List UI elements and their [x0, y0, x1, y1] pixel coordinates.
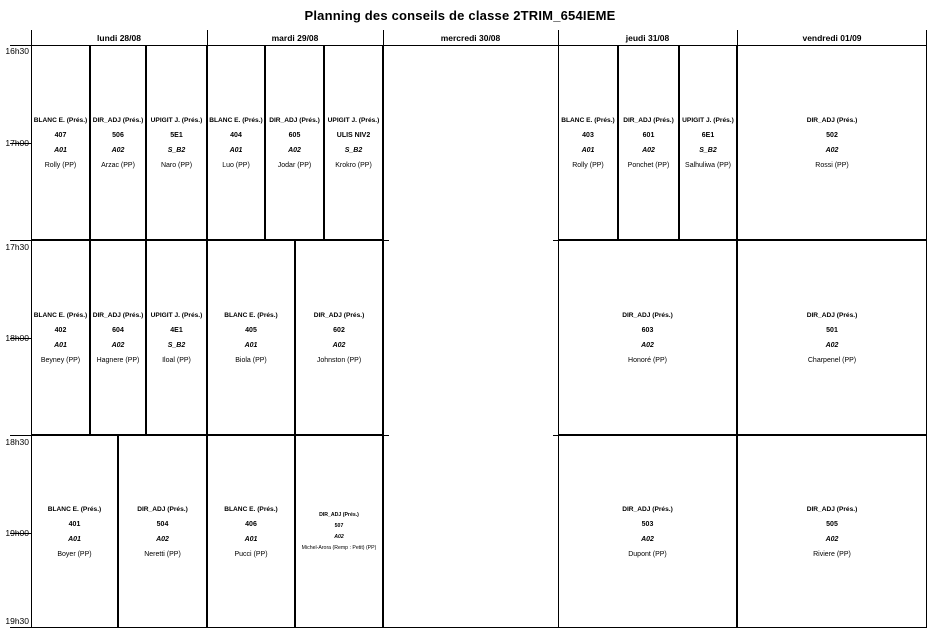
event-teacher: DIR_ADJ (Prés.): [92, 311, 144, 319]
event-room: A02: [825, 341, 839, 349]
event-group: 402: [54, 326, 67, 334]
time-tick: [10, 435, 31, 436]
event-teacher: DIR_ADJ (Prés.): [806, 311, 858, 319]
event-cell[interactable]: [90, 45, 146, 240]
event-pp: Rolly (PP): [44, 161, 77, 169]
event-room: S_B2: [699, 146, 717, 154]
event-room: A02: [642, 146, 655, 154]
event-room: A02: [288, 146, 301, 154]
event-room: A01: [229, 146, 243, 154]
event-group: 405: [245, 326, 257, 334]
event-cell[interactable]: [618, 45, 679, 240]
event-group: 605: [288, 131, 301, 139]
mercredi-empty-column: [383, 45, 559, 628]
event-group: 403: [582, 131, 594, 139]
event-teacher: UPIGIT J. (Prés.): [150, 311, 203, 319]
event-teacher: UPIGIT J. (Prés.): [150, 116, 203, 124]
event-cell[interactable]: [679, 45, 737, 240]
event-pp: Johnston (PP): [316, 356, 362, 364]
day-header-lundi: lundi 28/08: [97, 33, 141, 43]
event-cell[interactable]: [558, 435, 737, 628]
event-group: 407: [54, 131, 67, 139]
event-teacher: DIR_ADJ (Prés.): [92, 116, 144, 124]
event-pp: Krokro (PP): [335, 161, 372, 169]
event-group: 501: [826, 326, 838, 334]
event-room: A02: [111, 341, 125, 349]
event-pp: Honoré (PP): [628, 356, 667, 364]
event-cell[interactable]: [31, 45, 90, 240]
event-group: 502: [826, 131, 838, 139]
event-room: S_B2: [167, 341, 186, 349]
event-pp: Arzac (PP): [101, 161, 135, 169]
event-room: A02: [334, 533, 344, 540]
time-label: 16h30: [5, 46, 29, 56]
event-room: A02: [332, 341, 346, 349]
event-cell[interactable]: [737, 240, 927, 435]
event-pp: Salhuliwa (PP): [685, 161, 731, 169]
event-group: 506: [112, 131, 124, 139]
event-pp: Riviere (PP): [813, 550, 851, 558]
event-cell[interactable]: [265, 45, 324, 240]
event-room: A02: [641, 341, 654, 349]
event-pp: Naro (PP): [160, 161, 193, 169]
event-teacher: DIR_ADJ (Prés.): [622, 311, 673, 319]
event-group: 5E1: [170, 131, 183, 139]
event-room: A02: [641, 535, 654, 543]
event-room: A02: [825, 535, 839, 543]
event-cell[interactable]: [324, 45, 383, 240]
event-cell[interactable]: [558, 240, 737, 435]
event-cell[interactable]: [31, 240, 90, 435]
event-room: S_B2: [167, 146, 186, 154]
event-teacher: DIR_ADJ (Prés.): [313, 311, 365, 319]
event-pp: Hagnere (PP): [96, 356, 140, 364]
time-label: 18h00: [5, 333, 29, 343]
time-label: 18h30: [5, 437, 29, 447]
event-pp: Boyer (PP): [57, 550, 92, 558]
day-header-mardi: mardi 29/08: [271, 33, 319, 43]
event-cell[interactable]: [146, 45, 207, 240]
event-teacher: BLANC E. (Prés.): [33, 116, 88, 124]
event-pp: Jodar (PP): [277, 161, 312, 169]
event-group: 504: [156, 520, 169, 528]
event-room: A01: [244, 341, 258, 349]
event-teacher: DIR_ADJ (Prés.): [623, 116, 674, 124]
event-cell[interactable]: [295, 240, 383, 435]
event-teacher: DIR_ADJ (Prés.): [137, 505, 188, 513]
day-header-mercredi: mercredi 30/08: [440, 33, 501, 43]
event-group: 601: [642, 131, 655, 139]
event-group: 503: [641, 520, 654, 528]
event-cell[interactable]: [207, 435, 295, 628]
event-room: A01: [244, 535, 258, 543]
time-label: 19h00: [5, 528, 29, 538]
event-cell[interactable]: [118, 435, 207, 628]
event-pp: Dupont (PP): [628, 550, 667, 558]
event-teacher: DIR_ADJ (Prés.): [269, 116, 320, 124]
event-group: 406: [245, 520, 257, 528]
event-cell[interactable]: [207, 45, 265, 240]
event-group: 604: [112, 326, 124, 334]
event-room: A01: [54, 341, 67, 349]
event-group: 4E1: [170, 326, 183, 334]
event-teacher: DIR_ADJ (Prés.): [622, 505, 673, 513]
event-cell[interactable]: [295, 435, 383, 628]
event-room: S_B2: [344, 146, 363, 154]
event-room: A02: [111, 146, 125, 154]
event-pp: Michel-Arora (Remp : Petit) (PP): [301, 544, 377, 551]
event-teacher: BLANC E. (Prés.): [561, 116, 615, 124]
gridline-stub: [384, 435, 389, 436]
event-teacher: UPIGIT J. (Prés.): [327, 116, 380, 124]
event-teacher: DIR_ADJ (Prés.): [319, 511, 359, 518]
event-cell[interactable]: [31, 435, 118, 628]
event-pp: Beyney (PP): [40, 356, 81, 364]
event-cell[interactable]: [90, 240, 146, 435]
time-label: 19h30: [5, 616, 29, 626]
event-room: A01: [581, 146, 595, 154]
time-label: 17h30: [5, 242, 29, 252]
event-room: A01: [54, 146, 67, 154]
event-group: ULIS NIV2: [336, 131, 371, 139]
event-group: 401: [68, 520, 81, 528]
event-group: 603: [641, 326, 654, 334]
event-cell[interactable]: [207, 240, 295, 435]
event-pp: Ponchet (PP): [627, 161, 670, 169]
event-cell[interactable]: [737, 435, 927, 628]
event-pp: Luo (PP): [222, 161, 250, 169]
event-pp: Biola (PP): [235, 356, 267, 364]
event-room: A02: [156, 535, 169, 543]
event-pp: Iloal (PP): [162, 356, 191, 364]
event-pp: Charpenel (PP): [807, 356, 857, 364]
event-teacher: DIR_ADJ (Prés.): [806, 505, 858, 513]
event-group: 505: [826, 520, 838, 528]
event-teacher: BLANC E. (Prés.): [224, 311, 278, 319]
page-title: Planning des conseils de classe 2TRIM_654IEME: [304, 8, 616, 23]
day-header-vendredi: vendredi 01/09: [802, 33, 862, 43]
event-cell[interactable]: [737, 45, 927, 240]
event-teacher: DIR_ADJ (Prés.): [806, 116, 858, 124]
event-cell[interactable]: [146, 240, 207, 435]
event-cell[interactable]: [558, 45, 618, 240]
event-teacher: BLANC E. (Prés.): [47, 505, 102, 513]
event-group: 6E1: [701, 131, 715, 139]
event-teacher: BLANC E. (Prés.): [224, 505, 278, 513]
time-tick: [10, 240, 31, 241]
event-pp: Neretti (PP): [144, 550, 181, 558]
day-header-jeudi: jeudi 31/08: [625, 33, 670, 43]
event-group: 404: [230, 131, 242, 139]
gridline-stub: [384, 240, 389, 241]
event-pp: Rossi (PP): [815, 161, 849, 169]
event-group: 507: [334, 522, 344, 529]
event-room: A01: [68, 535, 81, 543]
event-pp: Pucci (PP): [234, 550, 268, 558]
event-teacher: BLANC E. (Prés.): [33, 311, 88, 319]
event-teacher: BLANC E. (Prés.): [209, 116, 263, 124]
event-teacher: UPIGIT J. (Prés.): [682, 116, 734, 124]
event-room: A02: [825, 146, 839, 154]
time-label: 17h00: [5, 138, 29, 148]
event-pp: Rolly (PP): [572, 161, 604, 169]
event-group: 602: [333, 326, 345, 334]
